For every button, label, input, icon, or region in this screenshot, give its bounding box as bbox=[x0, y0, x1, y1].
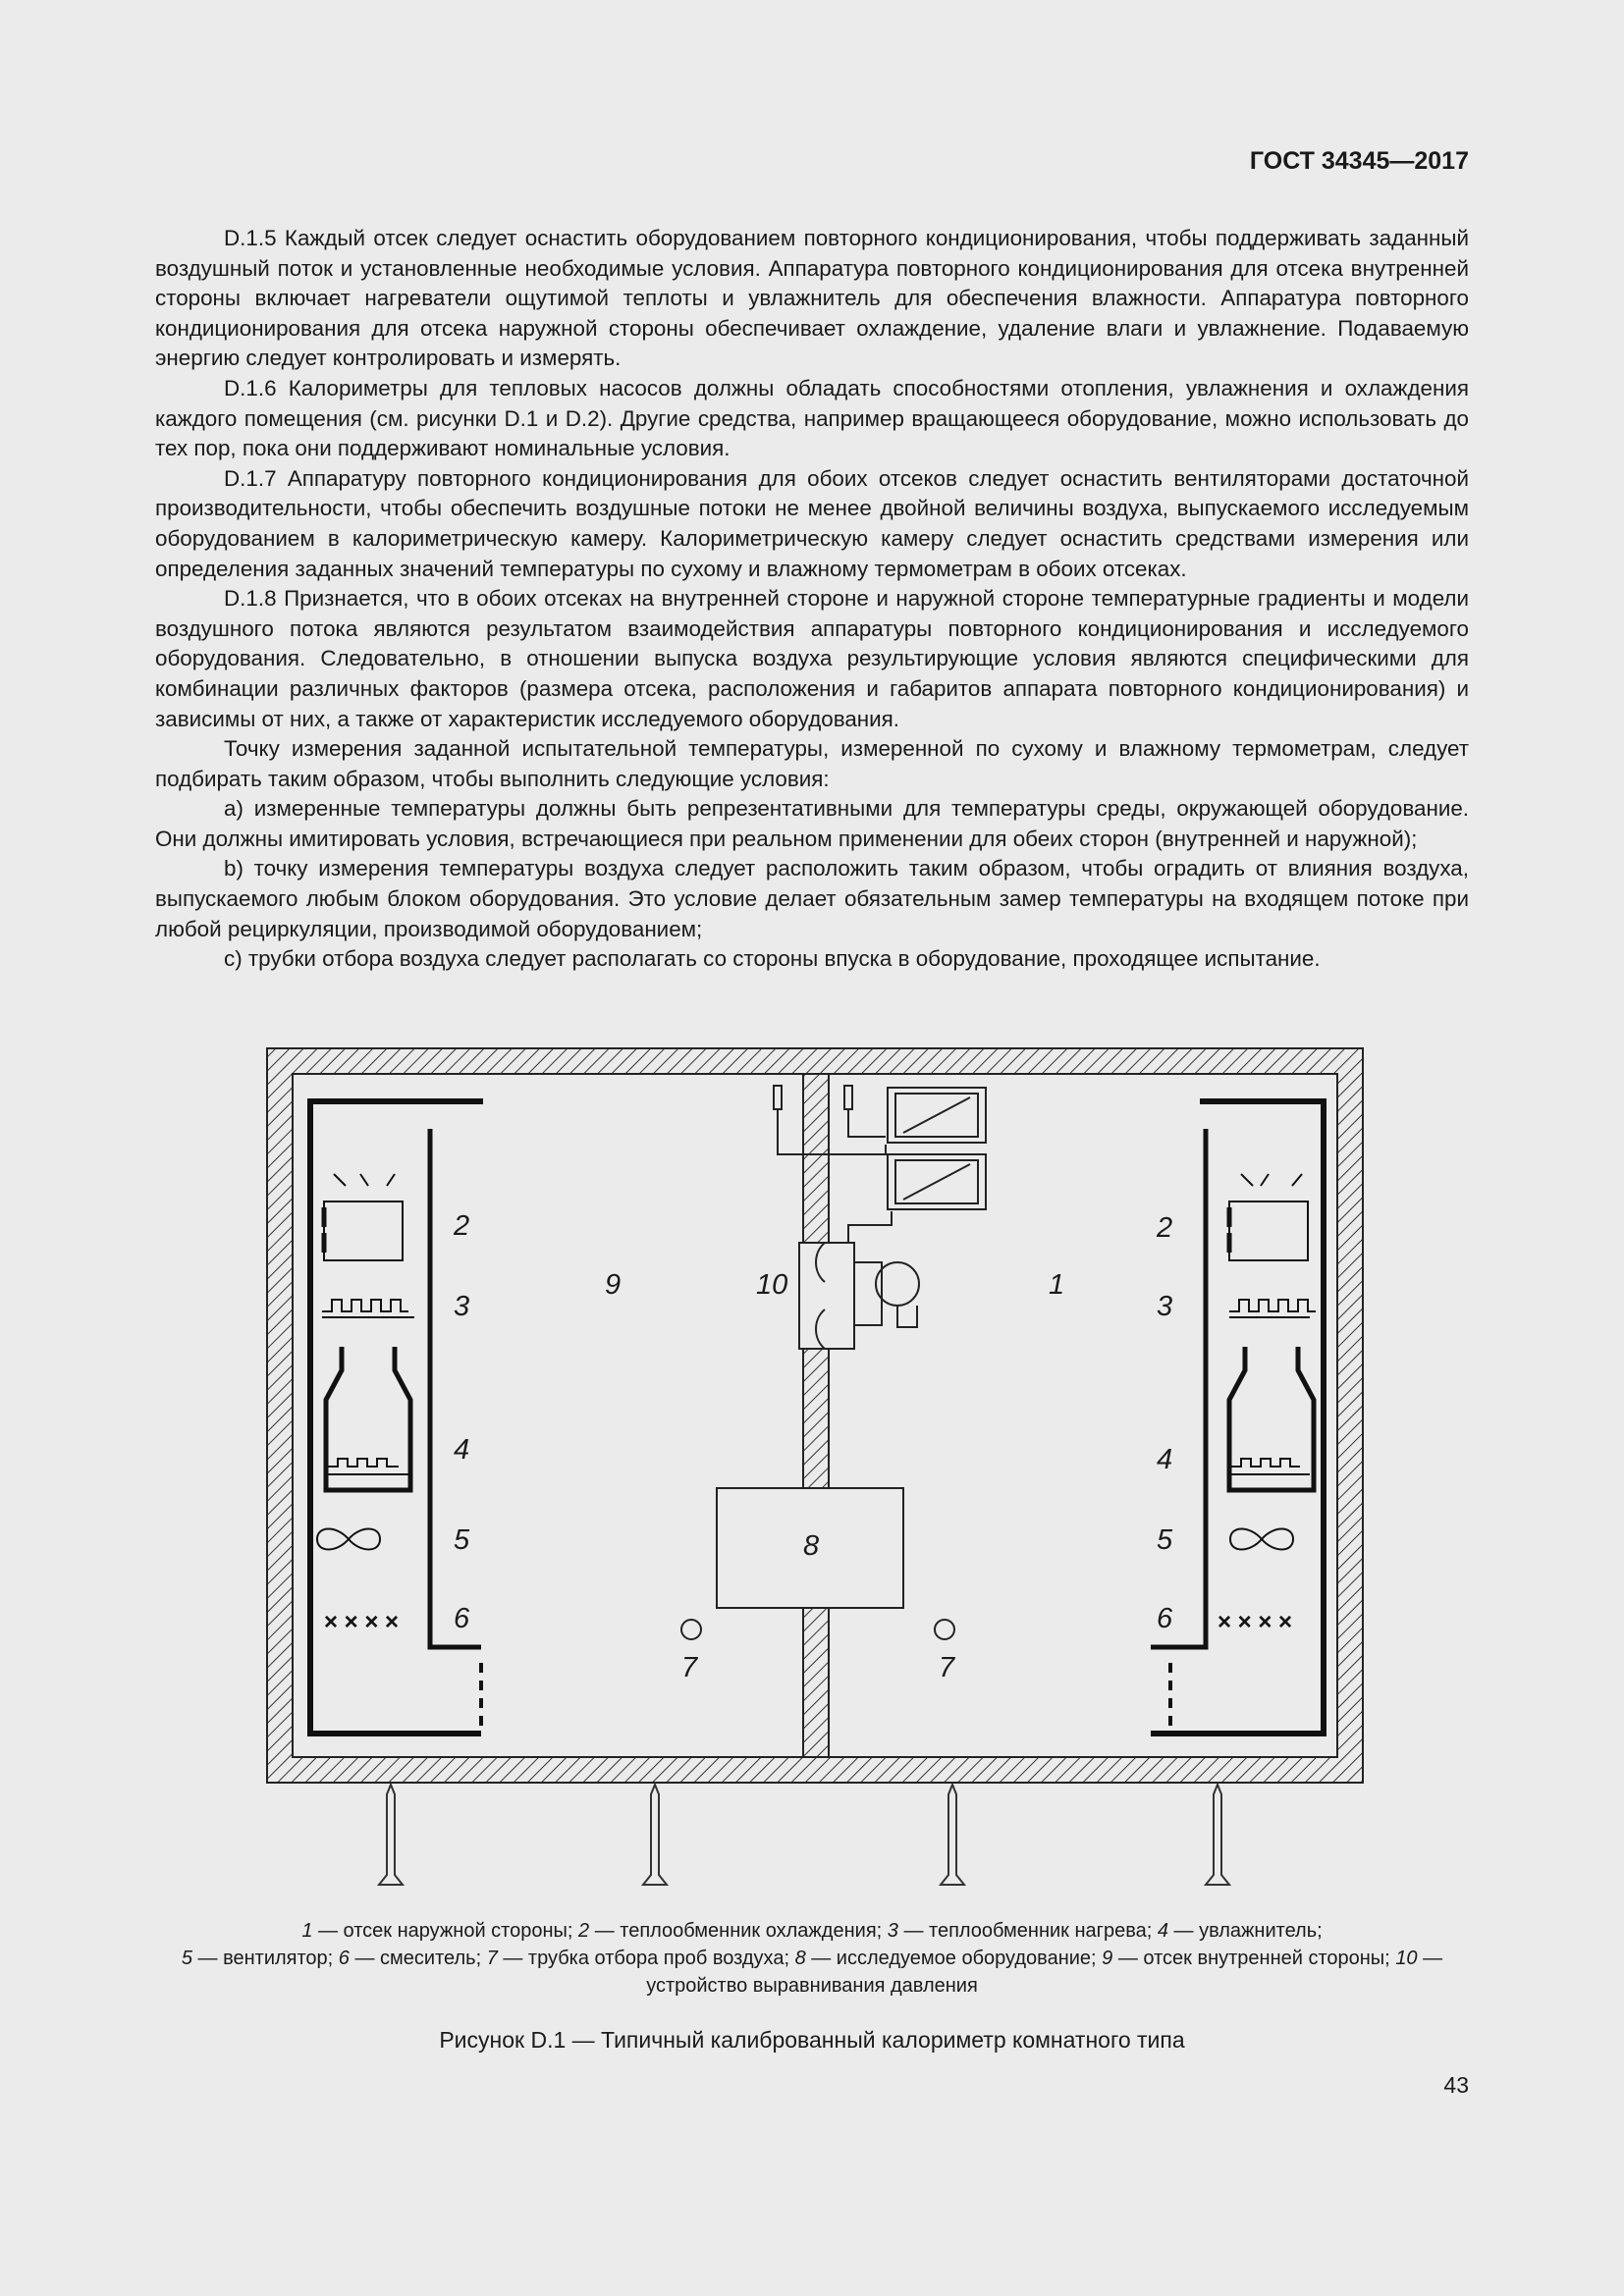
legend-num: 9 bbox=[1102, 1948, 1113, 1969]
figure-legend bbox=[155, 1917, 1469, 2000]
sampling-tube-left bbox=[681, 1620, 701, 1639]
label-5-left: 5 bbox=[454, 1524, 470, 1556]
legend-text: — отсек внутренней стороны; bbox=[1112, 1948, 1396, 1969]
partition-wall bbox=[803, 1074, 829, 1757]
legend-num: 8 bbox=[794, 1948, 806, 1969]
right-conditioning-unit bbox=[1151, 1101, 1324, 1734]
list-item-b: b) точку измерения температуры воздуха следует расположить таким образом, чтобы оградить от влияния воздуха, выпускаемого любым блоком оборудования. Это условие делает обязательным замер температуры на входящем потоке при любой рециркуляции, производимой оборудованием; bbox=[155, 856, 1469, 941]
paragraph-d18: D.1.8 Признается, что в обоих отсеках на внутренней стороне и наружной стороне температурные градиенты и модели воздушного потока являются результатом взаимодействия аппаратуры повторного кондиционирования и исследуемого оборудования. Следовательно, в отношении выпуска воздуха результирующие условия являются специфическими для комбинации различных факторов (размера отсека, расположения и габаритов аппарата повторного кондиционирования) и зависимы от них, а также от характеристик исследуемого оборудования. bbox=[155, 586, 1469, 731]
legend-num: 3 bbox=[887, 1920, 898, 1942]
legend-text: — трубка отбора проб воздуха; bbox=[497, 1948, 795, 1969]
calorimeter-diagram bbox=[257, 1039, 1377, 1893]
label-4-right: 4 bbox=[1157, 1444, 1173, 1475]
legend-text: — исследуемое оборудование; bbox=[805, 1948, 1103, 1969]
label-3-left: 3 bbox=[454, 1291, 470, 1322]
paragraph-d16: D.1.6 Калориметры для тепловых насосов должны обладать способностями отопления, увлажнения и охлаждения каждого помещения (см. рисунки D.1 и D.2). Другие средства, например вращающееся оборудование, можно использовать до тех пор, пока они поддерживают номинальные условия. bbox=[155, 375, 1469, 461]
legend-text: — теплообменник нагрева; bbox=[897, 1920, 1158, 1942]
label-6-right: 6 bbox=[1157, 1603, 1173, 1634]
legend-num: 5 bbox=[181, 1948, 192, 1969]
svg-text:× × × ×: × × × × bbox=[1218, 1609, 1293, 1635]
legend-num: 7 bbox=[486, 1948, 498, 1969]
figure-caption: Рисунок D.1 — Типичный калиброванный калориметр комнатного типа bbox=[439, 2027, 1185, 2053]
paragraph-d17: D.1.7 Аппаратуру повторного кондиционирования для обоих отсеков следует оснастить вентиляторами достаточной производительности, чтобы обеспечить воздушные потоки не менее двойной величины воздуха, выпускаемого исследуемым оборудованием в калориметрическую камеру. Калориметрическую камеру следует оснастить средствами измерения или определения заданных значений температуры по сухому и влажному термометрам в обоих отсеках. bbox=[155, 465, 1469, 581]
legend-text: — смеситель; bbox=[349, 1948, 487, 1969]
label-6-left: 6 bbox=[454, 1603, 470, 1634]
legend-num: 10 bbox=[1395, 1948, 1418, 1969]
legend-text: — теплообменник охлаждения; bbox=[589, 1920, 888, 1942]
legend-num: 6 bbox=[338, 1948, 350, 1969]
label-3-right: 3 bbox=[1157, 1291, 1173, 1322]
label-10: 10 bbox=[756, 1269, 788, 1301]
label-2-left: 2 bbox=[454, 1210, 470, 1242]
list-item-c: c) трубки отбора воздуха следует располагать со стороны впуска в оборудование, проходящее испытание. bbox=[224, 946, 1321, 972]
list-item-a: a) измеренные температуры должны быть репрезентативными для температуры среды, окружающей оборудование. Они должны имитировать условия, встречающиеся при реальном применении для обеих сторон (внутренней и наружной); bbox=[155, 796, 1469, 851]
label-9: 9 bbox=[605, 1269, 622, 1301]
legend-text: — вентилятор; bbox=[191, 1948, 339, 1969]
legend-num: 1 bbox=[301, 1920, 313, 1942]
label-8: 8 bbox=[803, 1530, 820, 1562]
legend-num: 2 bbox=[578, 1920, 590, 1942]
label-1: 1 bbox=[1049, 1269, 1065, 1301]
label-4-left: 4 bbox=[454, 1434, 470, 1466]
paragraph-d15: D.1.5 Каждый отсек следует оснастить оборудованием повторного кондиционирования, чтобы поддерживать заданный воздушный поток и установленные необходимые условия. Аппаратура повторного кондиционирования для отсека внутренней стороны включает нагреватели ощутимой теплоты и увлажнитель для обеспечения влажности. Аппаратура повторного кондиционирования для отсека наружной стороны обеспечивает охлаждение, удаление влаги и увлажнение. Подаваемую энергию следует контролировать и измерять. bbox=[155, 226, 1469, 371]
sampling-tube-right bbox=[935, 1620, 954, 1639]
left-conditioning-unit bbox=[310, 1101, 483, 1734]
label-7-right: 7 bbox=[939, 1652, 955, 1683]
label-2-right: 2 bbox=[1157, 1212, 1173, 1244]
legend-text: — отсек наружной стороны; bbox=[312, 1920, 579, 1942]
page-number: 43 bbox=[1443, 2072, 1469, 2098]
paragraph-measure-point: Точку измерения заданной испытательной температуры, измеренной по сухому и влажному термометрам, следует подбирать таким образом, чтобы выполнить следующие условия: bbox=[155, 736, 1469, 791]
legend-text: — устройство выравнивания давления bbox=[646, 1948, 1443, 1997]
support-legs bbox=[379, 1785, 1229, 1885]
legend-num: 4 bbox=[1157, 1920, 1168, 1942]
body-text bbox=[155, 224, 1469, 975]
document-header: ГОСТ 34345—2017 bbox=[1249, 147, 1469, 175]
legend-text: — увлажнитель; bbox=[1167, 1920, 1323, 1942]
svg-text:× × × ×: × × × × bbox=[324, 1609, 400, 1635]
label-7-left: 7 bbox=[681, 1652, 698, 1683]
label-5-right: 5 bbox=[1157, 1524, 1173, 1556]
